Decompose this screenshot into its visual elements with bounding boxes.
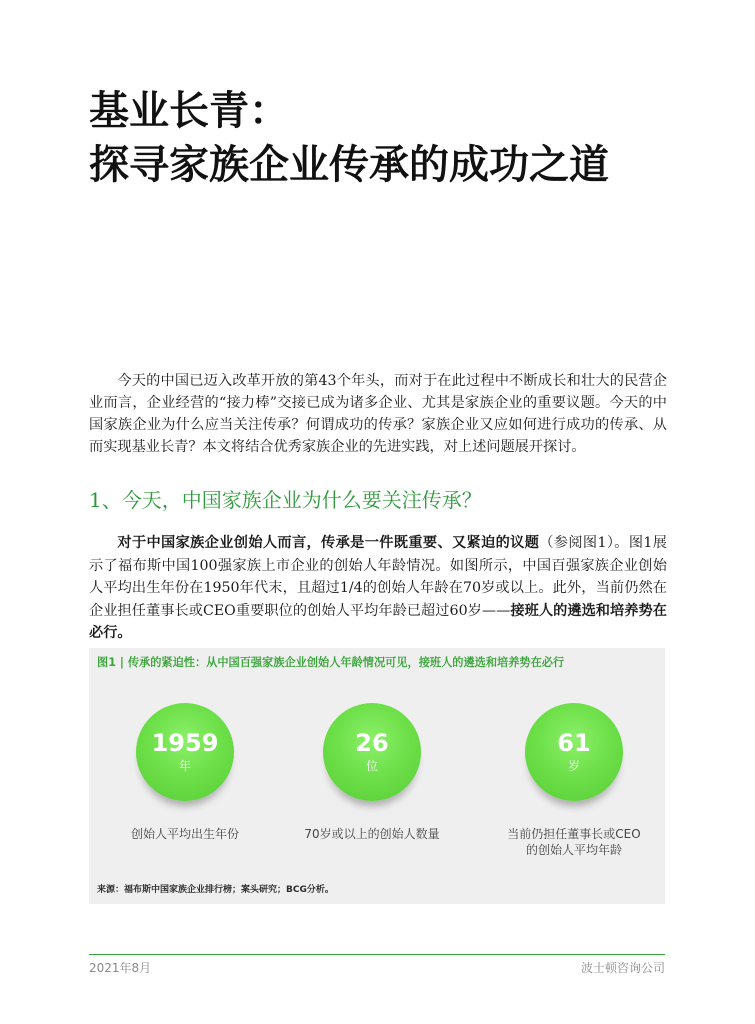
stat-number: 61 [557, 729, 591, 757]
body-bold-conclusion: 接班人的遴选和培养势在必行。 [89, 602, 667, 641]
body-text: （参阅图1）。图1展示了福布斯中国100强家族上市企业的创始人年龄情况。如图所示，中国百强家族企业创始人平均出生年份在1950年代末，且超过1/4的创始人年龄在70岁或以上。此外，当前仍然在企业担任董事长或CEO重要职位的创始人平均年龄已超过60岁—— [89, 535, 667, 619]
stat-unit: 位 [365, 759, 378, 773]
footer-divider [89, 954, 665, 955]
stat-label: 创始人平均出生年份 [130, 827, 239, 841]
body-paragraph [89, 532, 667, 645]
stat-label: 当前仍担任董事长或CEO 的创始人平均年龄 [507, 827, 641, 857]
stat-circle [136, 703, 234, 801]
stat-birth-year [95, 703, 275, 842]
section-heading: 1、今天，中国家族企业为什么要关注传承？ [89, 488, 482, 512]
stat-circle [323, 703, 421, 801]
stat-unit: 岁 [567, 759, 580, 773]
stat-founder-count [282, 703, 462, 842]
title-line-1: 基业长青： [89, 87, 289, 134]
title-line-2: 探寻家族企业传承的成功之道 [89, 141, 609, 188]
stat-number: 1959 [151, 729, 219, 757]
stat-unit: 年 [178, 759, 191, 773]
stat-average-age [484, 703, 664, 858]
intro-paragraph: 今天的中国已迈入改革开放的第43个年头，而对于在此过程中不断成长和壮大的民营企业而言，企业经营的“接力棒”交接已成为诸多企业、尤其是家族企业的重要议题。今天的中国家族企业为什么应当关注传承？何谓成功的传承？家族企业又应如何进行成功的传承、从而实现基业长青？本文将结合优秀家族企业的先进实践，对上述问题展开探讨。 [89, 373, 667, 455]
figure-panel [89, 648, 665, 904]
stat-label: 70岁或以上的创始人数量 [304, 827, 440, 841]
figure-caption: 图1 | 传承的紧迫性：从中国百强家族企业创始人年龄情况可见，接班人的遴选和培养势在必行 [97, 656, 565, 669]
stat-number: 26 [355, 729, 389, 757]
footer-date: 2021年8月 [89, 961, 152, 975]
page-title [89, 84, 709, 192]
footer-company: 波士顿咨询公司 [580, 961, 665, 975]
body-bold-lead: 对于中国家族企业创始人而言，传承是一件既重要、又紧迫的议题 [117, 535, 540, 551]
figure-source: 来源：福布斯中国家族企业排行榜；案头研究；BCG分析。 [97, 885, 334, 895]
stat-circle [525, 703, 623, 801]
